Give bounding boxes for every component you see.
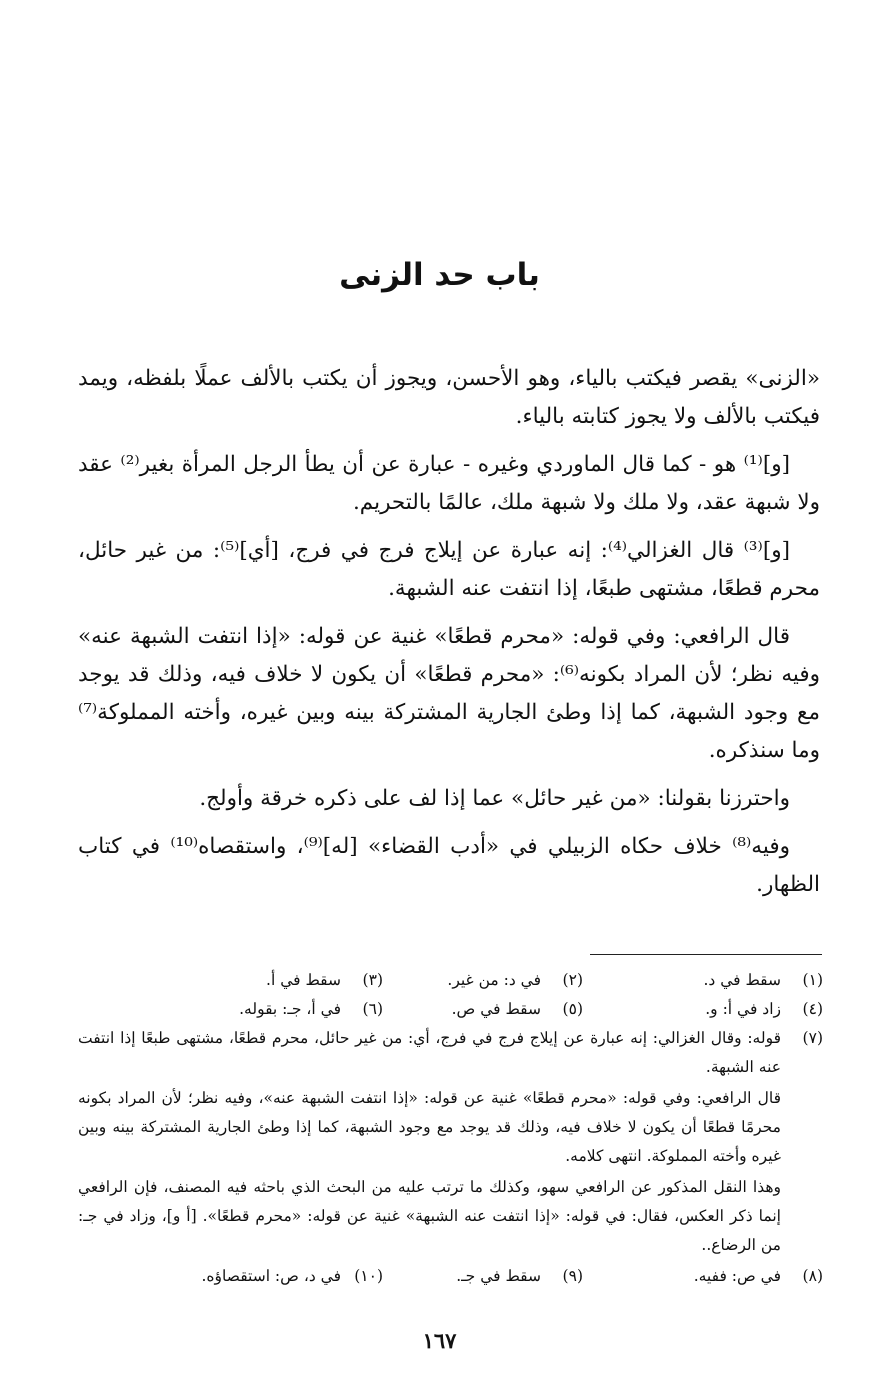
footnote-text: في أ، جـ: بقوله. — [239, 1000, 341, 1018]
footnote-number: (٩) — [562, 1267, 583, 1285]
footnote-number: (٤) — [802, 1000, 823, 1018]
footnote-row — [78, 995, 823, 1024]
footnote-text: في د: من غير. — [447, 971, 541, 989]
footnote — [153, 995, 383, 1024]
footnote-row — [78, 1262, 823, 1291]
page-number: ١٦٧ — [422, 1328, 457, 1353]
footnote-paragraph: وهذا النقل المذكور عن الرافعي سهو، وكذلك ما ترتب عليه من البحث الذي باحثه فيه المصنف، فإن الرافعي إنما ذكر العكس، فقال: في قوله: «إذا انتفت عنه الشبهة» غنية عن قوله: «محرم قطعًا». [أ و]، وزاد في جـ: من الرضاع.. — [78, 1178, 781, 1254]
paragraph: قال الرافعي: وفي قوله: «محرم قطعًا» غنية عن قوله: «إذا انتفت الشبهة عنه» وفيه نظر؛ لأن المراد بكونه⁽⁶⁾: «محرم قطعًا» أن يكون لا خلاف فيه، وذلك قد يوجد مع وجود الشبهة، كما إذا وطئ الجارية المشتركة بينه وبين غيره، وأخته المملوكة⁽⁷⁾ وما سنذكره. — [78, 624, 820, 763]
footnote — [583, 966, 823, 995]
footnote — [153, 966, 383, 995]
paragraph: «الزنى» يقصر فيكتب بالياء، وهو الأحسن، ويجوز أن يكتب بالألف عملًا بلفظه، ويمد فيكتب بالألف ولا يجوز كتابته بالياء. — [78, 366, 820, 429]
footnote — [383, 966, 583, 995]
chapter-title: باب حد الزنى — [339, 257, 540, 293]
footnote — [383, 1262, 583, 1291]
footnote-text: في ص: ففيه. — [693, 1267, 781, 1285]
footnote — [583, 995, 823, 1024]
footnote-text: زاد في أ: و. — [705, 1000, 781, 1018]
paragraph: واحترزنا بقولنا: «من غير حائل» عما إذا لف على ذكره خرقة وأولج. — [199, 786, 790, 811]
footnote — [153, 1262, 383, 1291]
footnote — [583, 1262, 823, 1291]
footnote-paragraph: قوله: وقال الغزالي: إنه عبارة عن إيلاج فرج في فرج، أي: من غير حائل، محرم قطعًا، مشتهى طبعًا إذا انتفت عنه الشبهة. — [78, 1029, 781, 1076]
footnote — [383, 995, 583, 1024]
footnote-number: (٧) — [802, 1029, 823, 1047]
paragraph: [و]⁽³⁾ قال الغزالي⁽⁴⁾: إنه عبارة عن إيلاج فرج في فرج، [أي]⁽⁵⁾: من غير حائل، محرم قطعًا، مشتهى طبعًا، إذا انتفت عنه الشبهة. — [78, 538, 820, 601]
footnote-text: في د، ص: استقصاؤه. — [201, 1267, 341, 1285]
footnote-number: (٢) — [562, 971, 583, 989]
footnote-content — [78, 1024, 781, 1262]
footnote-number: (٦) — [362, 1000, 383, 1018]
footnote-long — [78, 1024, 823, 1262]
footnote-number: (٣) — [362, 971, 383, 989]
footnote-text: سقط في د. — [703, 971, 781, 989]
footnote-row — [78, 966, 823, 995]
footnote-text: سقط في جـ. — [456, 1267, 541, 1285]
footnote-text: سقط في ص. — [451, 1000, 541, 1018]
main-text — [78, 360, 820, 914]
footnote-text: سقط في أ. — [266, 971, 341, 989]
paragraph: وفيه⁽⁸⁾ خلاف حكاه الزبيلي في «أدب القضاء» [له]⁽⁹⁾، واستقصاه⁽¹⁰⁾ في كتاب الظهار. — [78, 834, 820, 897]
footnote-number: (١٠) — [354, 1267, 383, 1285]
footnote-number: (٨) — [802, 1267, 823, 1285]
footnote-number: (٥) — [562, 1000, 583, 1018]
footnote-divider — [590, 954, 822, 955]
footnotes — [78, 966, 823, 1291]
footnote-number: (١) — [802, 971, 823, 989]
footnote-paragraph: قال الرافعي: وفي قوله: «محرم قطعًا» غنية عن قوله: «إذا انتفت الشبهة عنه»، وفيه نظر؛ لأن المراد بكونه محرمًا قطعًا أن يكون لا خلاف فيه، وذلك قد يوجد مع وجود الشبهة، كما إذا وطئ الجارية المشتركة بينه وبين غيره وأخته المملوكة. انتهى كلامه. — [78, 1089, 781, 1165]
paragraph: [و]⁽¹⁾ هو - كما قال الماوردي وغيره - عبارة عن أن يطأ الرجل المرأة بغير⁽²⁾ عقد ولا شبهة عقد، ولا ملك ولا شبهة ملك، عالمًا بالتحريم. — [78, 452, 820, 515]
